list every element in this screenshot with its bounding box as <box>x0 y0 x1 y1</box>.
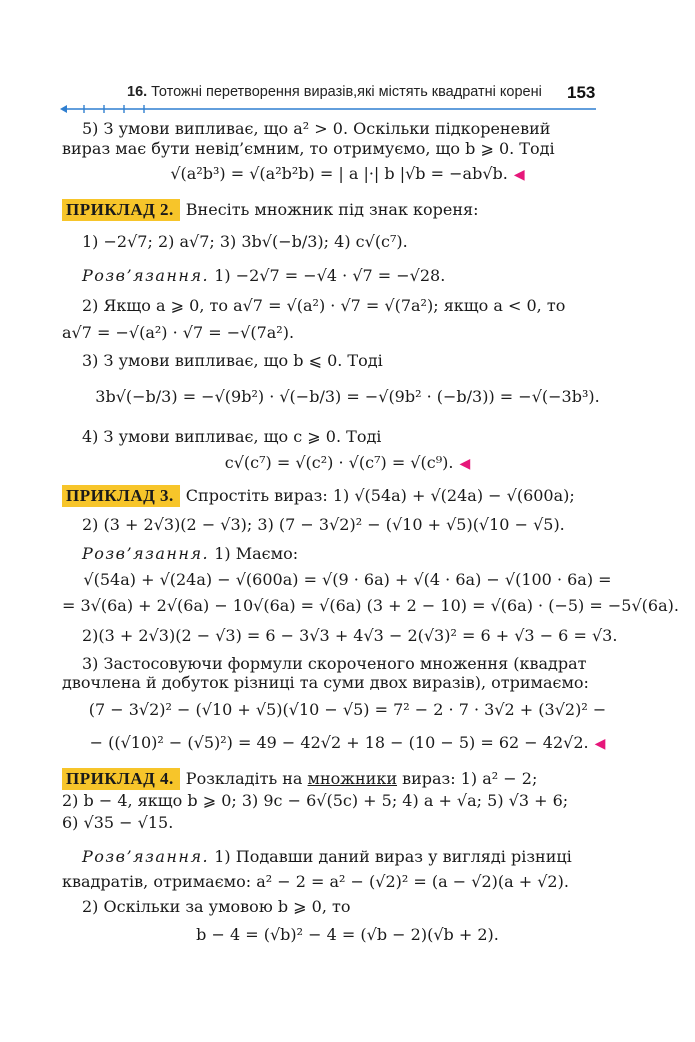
text-line: 5) З умови випливає, що a² > 0. Оскільки підкореневий <box>82 119 551 138</box>
end-triangle-icon: ◀ <box>513 167 525 183</box>
text-line: двочлена й добуток різниці та суми двох виразів), отримаємо: <box>62 673 589 692</box>
formula-line: 1) −2√7; 2) a√7; 3) 3b√(−b/3); 4) c√(c⁷). <box>82 232 408 251</box>
formula-line: − ((√10)² − (√5)²) = 49 − 42√2 + 18 − (10 − 5) = 62 − 42√2. ◀ <box>89 733 606 752</box>
example-4-heading: ПРИКЛАД 4. Розкладіть на множники вираз: 1) a² − 2; <box>62 769 537 789</box>
formula-line: 2) (3 + 2√3)(2 − √3); 3) (7 − 3√2)² − (√10 + √5)(√10 − √5). <box>82 515 565 534</box>
solution-label: Розв’язання. <box>82 847 210 866</box>
text-line: 3) Застосовуючи формули скороченого множення (квадрат <box>82 654 587 673</box>
header-ruler <box>60 104 596 114</box>
formula-line: a√7 = −√(a²) · √7 = −√(7a²). <box>62 323 295 342</box>
solution-label: Розв’язання. <box>82 544 210 563</box>
text-line: 4) З умови випливає, що c ⩾ 0. Тоді <box>82 427 382 446</box>
example-label: ПРИКЛАД 2. <box>62 199 180 221</box>
example-3-heading: ПРИКЛАД 3. Спростіть вираз: 1) √(54a) + √(24a) − √(600a); <box>62 486 575 506</box>
text-line: вираз має бути невід’ємним, то отримуємо, що b ⩾ 0. Тоді <box>62 139 555 158</box>
formula-line: квадратів, отримаємо: a² − 2 = a² − (√2)² = (a − √2)(a + √2). <box>62 872 569 891</box>
text-line: 2) Якщо a ⩾ 0, то a√7 = √(a²) · √7 = √(7a²); якщо a < 0, то <box>82 296 566 315</box>
formula-line: 3b√(−b/3) = −√(9b²) · √(−b/3) = −√(9b² · (−b/3)) = −√(−3b³). <box>95 387 600 406</box>
page-number: 153 <box>567 83 596 102</box>
formula-line: = 3√(6a) + 2√(6a) − 10√(6a) = √(6a) (3 + 2 − 10) = √(6a) · (−5) = −5√(6a). <box>62 596 679 615</box>
formula-line: 6) √35 − √15. <box>62 813 174 832</box>
solution-label: Розв’язання. <box>82 266 210 285</box>
end-triangle-icon: ◀ <box>594 736 606 752</box>
text-line: 2) Оскільки за умовою b ⩾ 0, то <box>82 897 351 916</box>
formula-line: b − 4 = (√b)² − 4 = (√b − 2)(√b + 2). <box>196 925 499 944</box>
example-label: ПРИКЛАД 3. <box>62 485 180 507</box>
formula-line: 2)(3 + 2√3)(2 − √3) = 6 − 3√3 + 4√3 − 2(√3)² = 6 + √3 − 6 = √3. <box>82 626 618 645</box>
section-number: 16. <box>127 84 148 100</box>
formula-line: c√(c⁷) = √(c²) · √(c⁷) = √(c⁹). ◀ <box>224 453 471 472</box>
example-2-heading: ПРИКЛАД 2. Внесіть множник під знак кореня: <box>62 200 479 220</box>
solution-line: Розв’язання. 1) Подавши даний вираз у вигляді різниці <box>82 847 572 866</box>
end-triangle-icon: ◀ <box>459 456 471 472</box>
example-label: ПРИКЛАД 4. <box>62 768 180 790</box>
formula-line: (7 − 3√2)² − (√10 + √5)(√10 − √5) = 7² − 2 · 7 · 3√2 + (3√2)² − <box>88 700 607 719</box>
formula-line: 2) b − 4, якщо b ⩾ 0; 3) 9c − 6√(5c) + 5; 4) a + √a; 5) √3 + 6; <box>62 791 569 810</box>
formula-line: √(54a) + √(24a) − √(600a) = √(9 · 6a) + √(4 · 6a) − √(100 · 6a) = <box>83 570 612 589</box>
solution-line: Розв’язання. 1) −2√7 = −√4 · √7 = −√28. <box>82 266 446 285</box>
section-title: 16. Тотожні перетворення виразів,які містять квадратні корені <box>127 84 542 100</box>
formula-line: √(a²b³) = √(a²b²b) = | a |·| b |√b = −ab√b. ◀ <box>170 164 525 183</box>
text-line: 3) З умови випливає, що b ⩽ 0. Тоді <box>82 351 383 370</box>
solution-line: Розв’язання. 1) Маємо: <box>82 544 299 563</box>
